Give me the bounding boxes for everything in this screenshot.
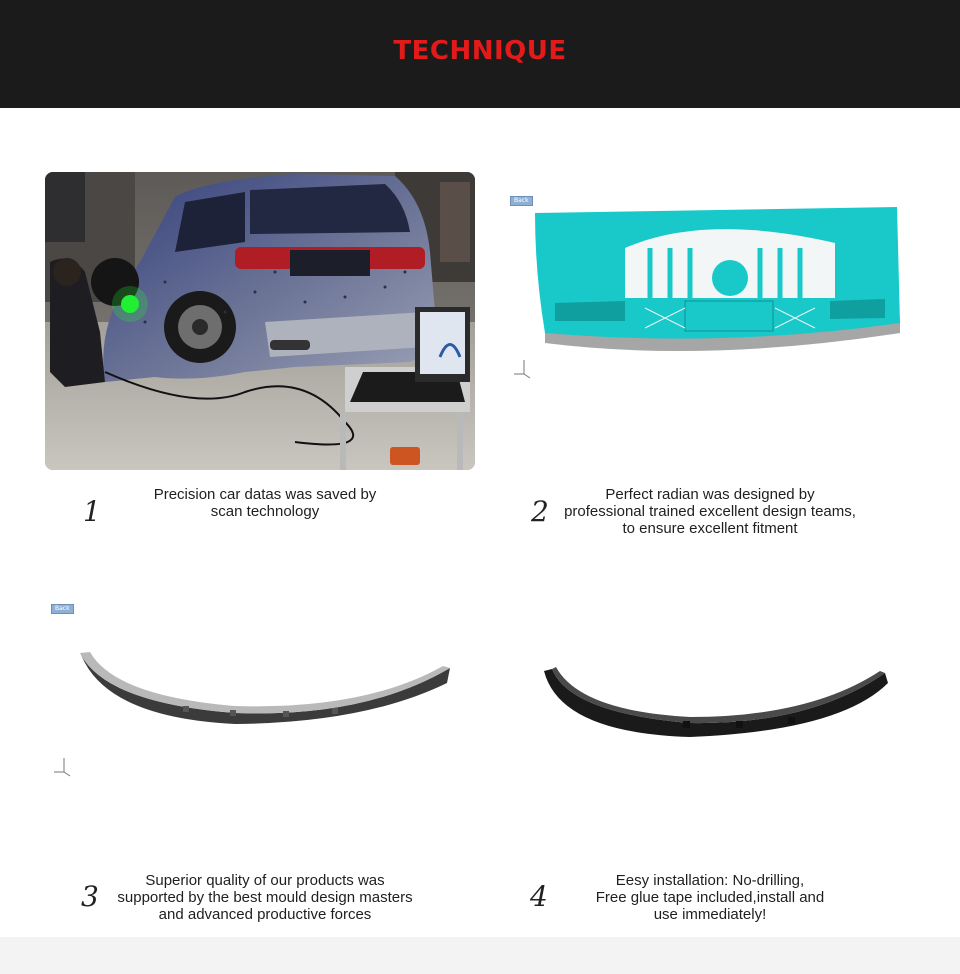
header-banner [0,0,960,108]
cad-bumper-scan-icon [505,203,915,383]
step-3-line-2: supported by the best mould design masters [117,889,413,906]
step-2-number: 2 [531,495,549,528]
step-2-line-2: professional trained excellent design teams, [564,503,856,520]
photo-scanning-car-icon [45,172,475,470]
cad-lip-grey [75,648,455,728]
axis-gizmo-icon [512,358,532,380]
step-3-line-1: Superior quality of our products was [145,872,385,889]
page-title: TECHNIQUE [393,36,567,66]
step-2-caption [545,486,875,537]
step-2-line-3: to ensure excellent fitment [622,520,798,537]
step-2-line-1: Perfect radian was designed by [605,486,815,503]
step-1-number: 1 [83,495,101,528]
step-4-line-3: use immediately! [653,906,767,923]
step-3-line-3: and advanced productive forces [158,906,372,923]
lip-black-carbon-icon [540,663,890,743]
step-1-line-2: scan technology [210,503,320,520]
step-1-line-1: Precision car datas was saved by [153,486,377,503]
step-3-caption [100,872,430,923]
scan-photo [45,172,475,470]
axis-gizmo-icon-2 [52,756,72,778]
step-3-number: 3 [81,880,99,913]
step-4-line-1: Eesy installation: No-drilling, [615,872,805,889]
step-1-caption [125,486,405,520]
cad-bumper-scan [505,203,915,383]
cad-lip-grey-icon [75,648,455,728]
lip-black-carbon [540,663,890,743]
footer-band [0,937,960,974]
step-4-number: 4 [530,880,548,913]
technique-content [0,108,960,937]
lip-back-tag: Back [51,604,74,614]
scan-back-tag: Back [510,196,533,206]
step-4-caption [575,872,845,923]
step-4-line-2: Free glue tape included,install and [595,889,825,906]
